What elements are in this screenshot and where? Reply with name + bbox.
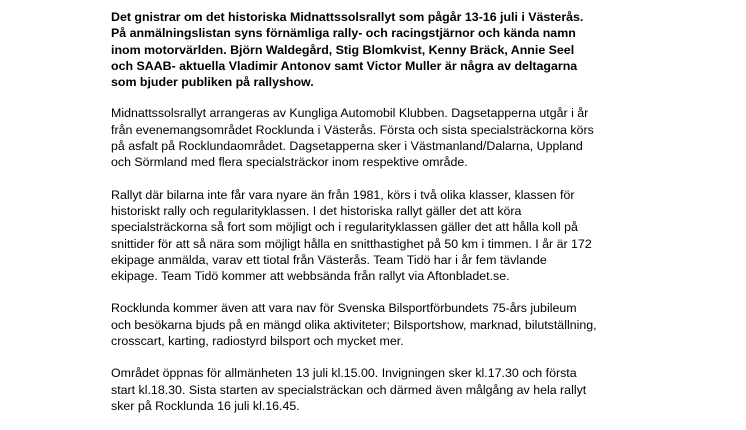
body-paragraph-jubilee: Rocklunda kommer även att vara nav för Svenska Bilsportförbundets 75-års jubileum och besökarna bjuds på en mängd olika aktiviteter; Bilsportshow, marknad, bilutställning, crosscart, karting, radiostyrd bilsport och mycket mer.: [111, 301, 597, 349]
body-paragraph-schedule: Området öppnas för allmänheten 13 juli kl.15.00. Invigningen sker kl.17.30 och första start kl.18.30. Sista starten av specialsträckan och därmed även målgång av hela rallyt sker på Rocklunda 16 juli kl.16.45.: [111, 366, 587, 413]
press-release-body: [111, 9, 671, 430]
body-paragraph-organizer: Midnattssolsrallyt arrangeras av Kungliga Automobil Klubben. Dagsetapperna utgår i år från evenemangsområdet Rocklunda i Västerås. Första och sista specialsträckorna körs på asfalt på Rocklundaområdet. Dagsetapperna sker i Västmanland/Dalarna, Uppland och Sörmland med flera specialsträckor inom respektive område.: [111, 106, 594, 170]
lead-paragraph: Det gnistrar om det historiska Midnattssolsrallyt som pågår 13-16 juli i Västerås. På anmälningslistan syns förnämliga rally- och racingstjärnor och kända namn inom motorvärlden. Björn Waldegård, Stig Blomkvist, Kenny Bräck, Annie Seel och SAAB- aktuella Vladimir Antonov samt Victor Muller är några av deltagarna som bjuder publiken på rallyshow.: [111, 10, 584, 90]
body-paragraph-classes: Rallyt där bilarna inte får vara nyare än från 1981, körs i två olika klasser, klassen för historiskt rally och regularityklassen. I det historiska rallyt gäller det att köra specialsträckorna så fort som möjligt och i regularityklassen gäller det att hålla koll på snittider för att så nära som möjligt hålla en snitthastighet på 50 km i timmen. I år är 172 ekipage anmälda, varav ett tiotal från Västerås. Team Tidö har i år fem tävlande ekipage. Team Tidö kommer att webbsända från rallyt via Aftonbladet.se.: [111, 187, 592, 284]
